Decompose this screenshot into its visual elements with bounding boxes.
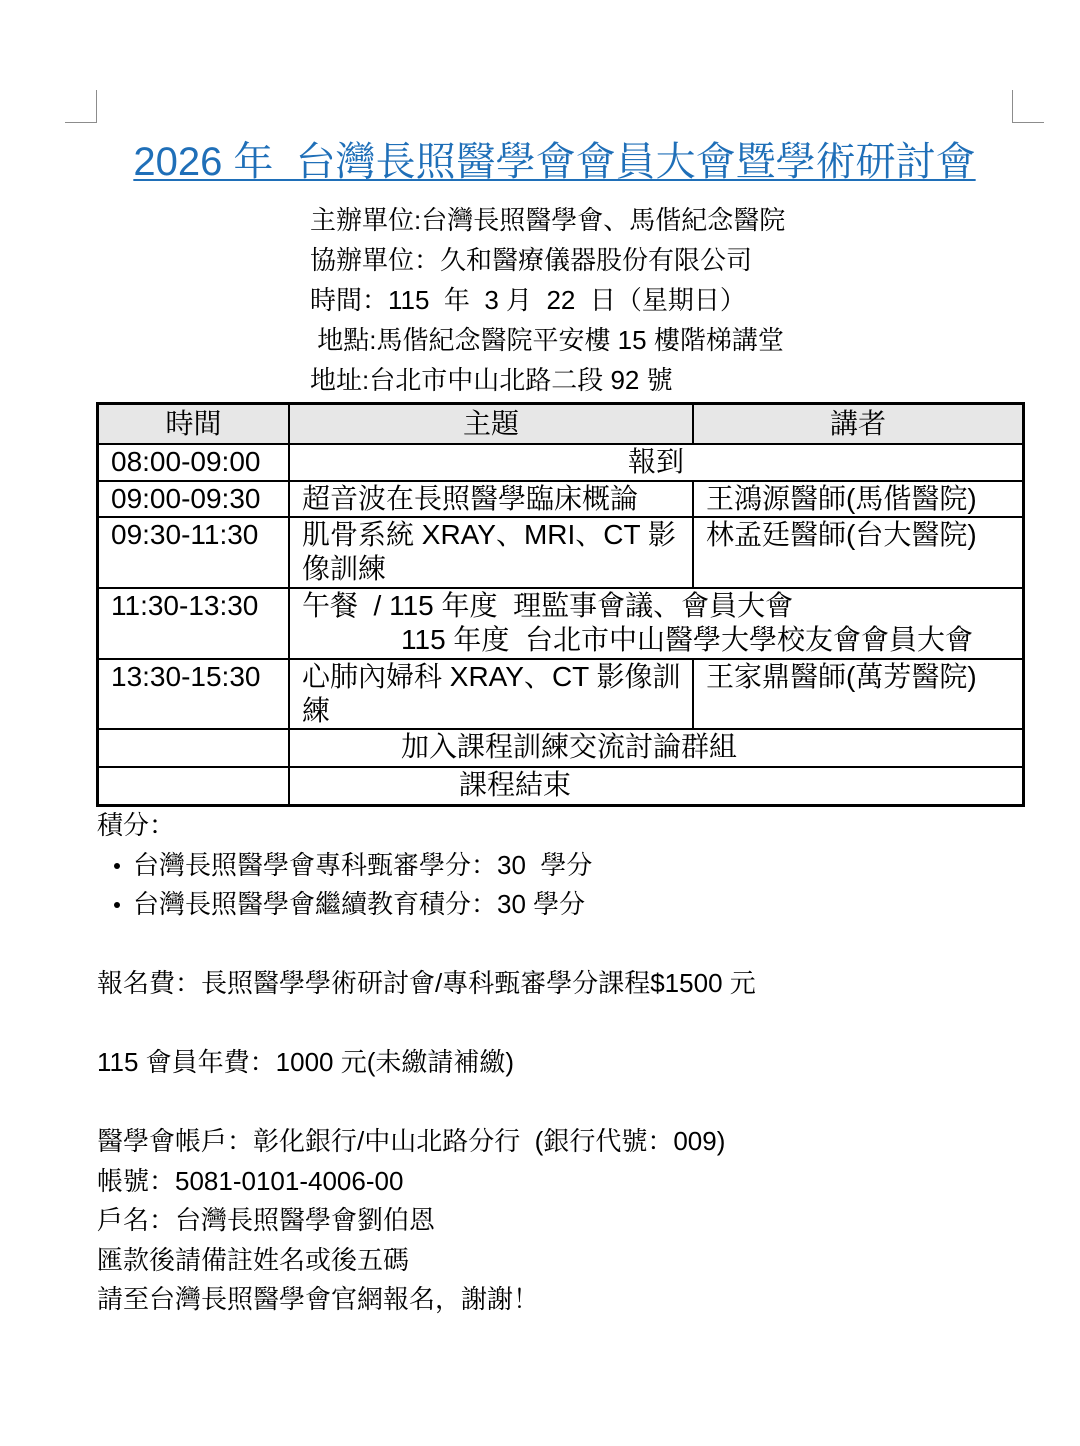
- crop-mark-top-left-horizontal: [65, 122, 97, 123]
- row-topic-cell: [289, 481, 693, 517]
- header-time: 時間: [98, 404, 290, 444]
- table-row: [98, 481, 1024, 517]
- empty-time-cell: [98, 729, 290, 767]
- membership-fee: 115 會員年費：1000 元(未繳請補繳): [97, 1047, 515, 1077]
- row-topic-cell: [289, 659, 693, 729]
- table-row: [98, 659, 1024, 729]
- credits-label: 積分：: [97, 810, 176, 840]
- header-topic: 主題: [289, 404, 693, 444]
- row-speaker: 林孟廷醫師(台大醫院): [693, 517, 1024, 588]
- date-line: 時間：115 年 3 月 22 日（星期日）: [310, 285, 746, 315]
- schedule-table-body: [98, 444, 1024, 806]
- registration-instruction: 請至台灣長照醫學會官網報名，謝謝！: [97, 1284, 540, 1314]
- bank-account-info: 醫學會帳戶：彰化銀行/中山北路分行 (銀行代號：009): [97, 1126, 726, 1156]
- bullet-icon: [114, 902, 120, 908]
- co-organizer-line: 協辦單位：久和醫療儀器股份有限公司: [310, 245, 753, 275]
- event-info: [310, 200, 785, 400]
- table-row: [98, 444, 1024, 481]
- schedule-table: [96, 402, 1025, 807]
- remittance-note: 匯款後請備註姓名或後五碼: [97, 1244, 410, 1275]
- row-topic: 肌骨系統 XRAY、MRI、CT 影像訓練: [302, 518, 676, 584]
- row-time: 09:00-09:30: [98, 481, 290, 517]
- table-row: [98, 588, 1024, 659]
- row-time: 13:30-15:30: [98, 659, 290, 729]
- row-topic-line: 115 年度 台北市中山醫學大學校友會會員大會: [401, 623, 973, 655]
- row-topic-cell: [289, 517, 693, 588]
- crop-mark-top-left-vertical: [96, 90, 97, 122]
- row-topic-line: 午餐 / 115 年度 理監事會議、會員大會: [302, 589, 794, 621]
- row-topic: 心肺內婦科 XRAY、CT 影像訓練: [302, 660, 681, 726]
- notes-section: [97, 806, 1012, 1320]
- account-name: 戶名：台灣長照醫學會劉伯恩: [97, 1205, 436, 1235]
- credit-item: [97, 885, 1012, 925]
- header-speaker: 講者: [693, 404, 1024, 444]
- empty-time-cell: [98, 767, 290, 806]
- table-header-row: [98, 404, 1024, 444]
- address-line: 地址:台北市中山北路二段 92 號: [310, 365, 673, 395]
- table-row: [98, 729, 1024, 767]
- crop-mark-top-right-vertical: [1012, 90, 1013, 122]
- row-time: 08:00-09:00: [98, 444, 290, 481]
- row-topic-merged: 加入課程訓練交流討論群組: [289, 729, 1024, 767]
- row-time: 09:30-11:30: [98, 517, 290, 588]
- credit-item-text: 台灣長照醫學會專科甄審學分：30 學分: [133, 849, 593, 880]
- row-speaker: 王鴻源醫師(馬偕醫院): [693, 481, 1024, 517]
- venue-line: 地點:馬偕紀念醫院平安樓 15 樓階梯講堂: [310, 325, 784, 355]
- crop-mark-top-right-horizontal: [1012, 122, 1044, 123]
- document-title: 2026 年 台灣長照醫學會會員大會暨學術研討會: [133, 140, 976, 184]
- row-topic: 超音波在長照醫學臨床概論: [302, 482, 639, 514]
- table-row: [98, 767, 1024, 806]
- account-number: 帳號：5081-0101-4006-00: [97, 1165, 404, 1196]
- row-topic-merged: [289, 588, 1024, 659]
- table-row: [98, 517, 1024, 588]
- organizer-line: 主辦單位:台灣長照醫學會、馬偕紀念醫院: [310, 205, 786, 235]
- row-speaker: 王家鼎醫師(萬芳醫院): [693, 659, 1024, 729]
- bullet-icon: [114, 863, 120, 869]
- row-time: 11:30-13:30: [98, 588, 290, 659]
- schedule-table-head: [98, 404, 1024, 444]
- registration-fee: 報名費：長照醫學學術研討會/專科甄審學分課程$1500 元: [97, 968, 756, 998]
- row-topic-merged: 報到: [289, 444, 1024, 481]
- row-topic-merged: 課程結束: [289, 767, 1024, 806]
- credit-item-text: 台灣長照醫學會繼續教育積分：30 學分: [133, 889, 586, 919]
- credit-item: [97, 846, 1012, 886]
